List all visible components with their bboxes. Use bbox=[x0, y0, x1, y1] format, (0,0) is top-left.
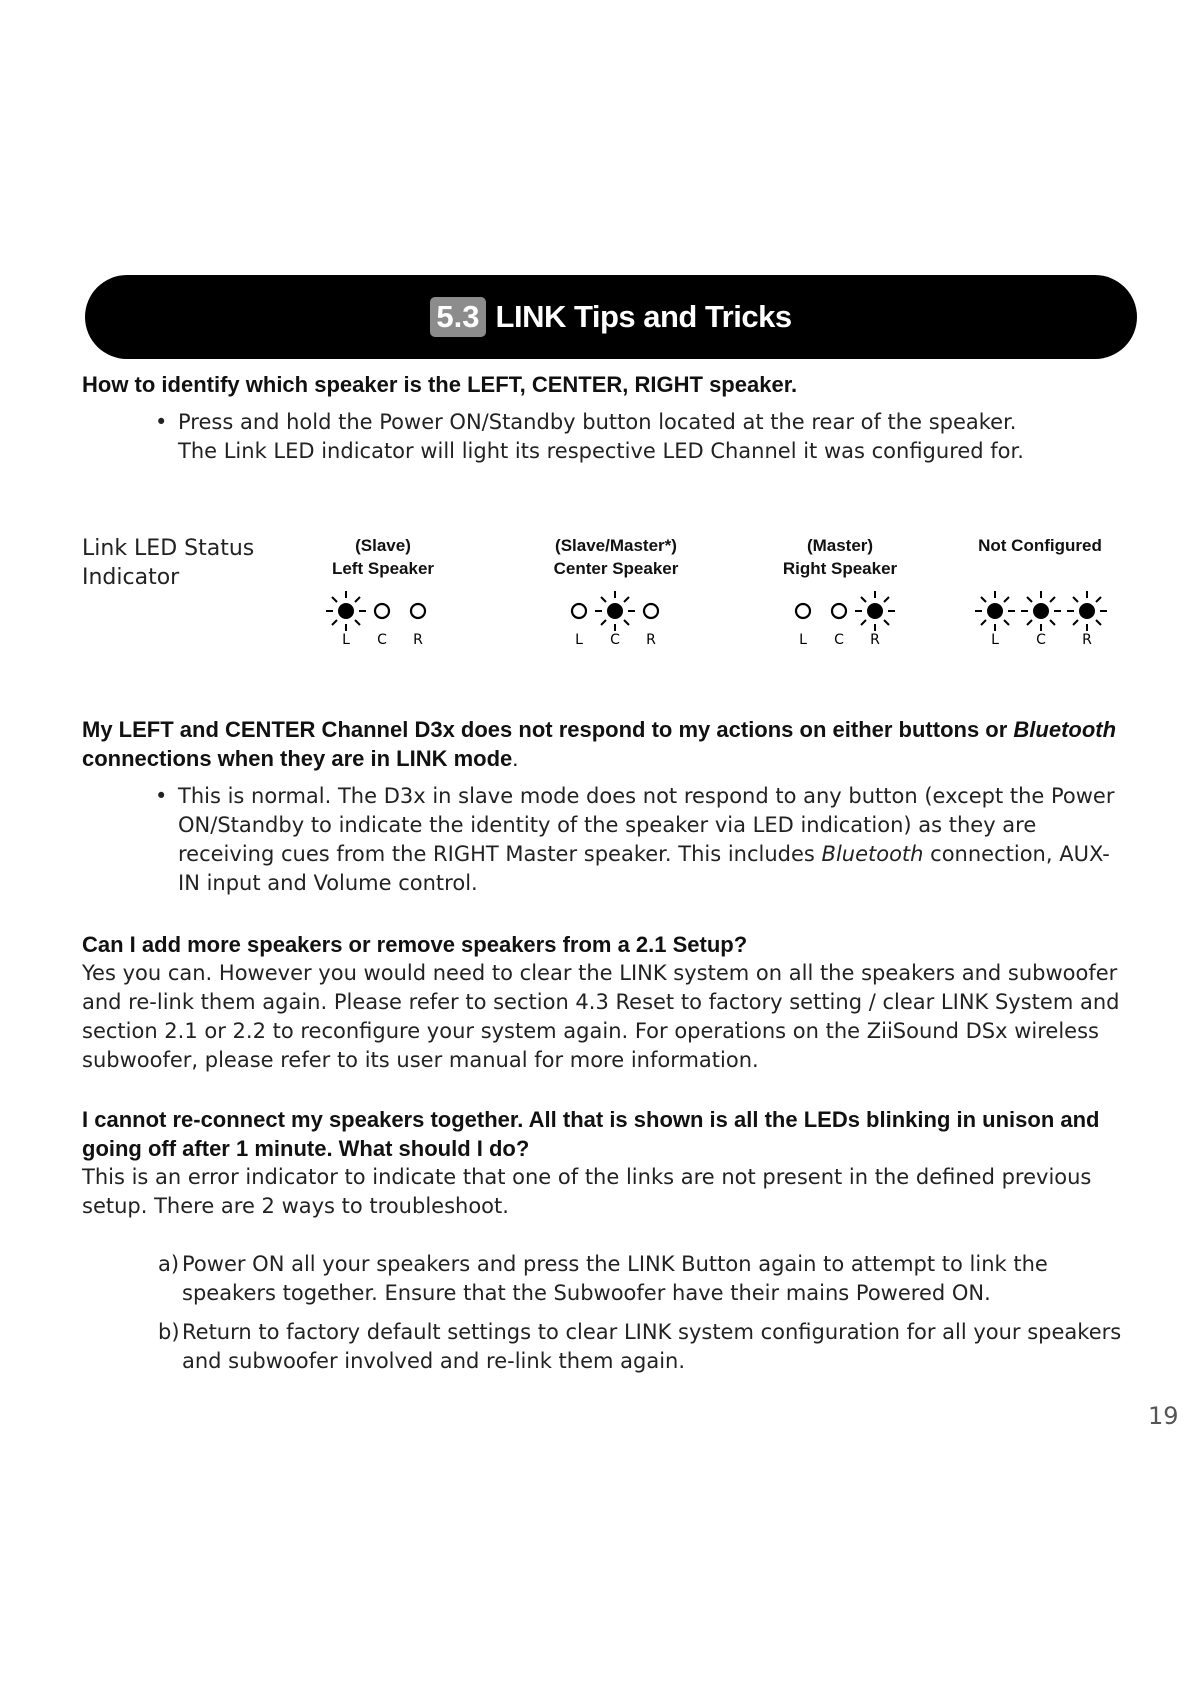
section-title: LINK Tips and Tricks bbox=[495, 299, 792, 334]
led-l-off-icon bbox=[572, 604, 586, 618]
led-r-lit-icon bbox=[1067, 591, 1107, 631]
led-r-off-icon bbox=[644, 604, 658, 618]
list-item-text: Return to factory default settings to clear LINK system configuration for all your speakers and subwoofer involved and re-link them again. bbox=[182, 1320, 1122, 1373]
q4-section bbox=[82, 1105, 1142, 1376]
q2-section bbox=[82, 715, 1142, 898]
led-letter-l: L bbox=[575, 632, 583, 646]
list-item bbox=[158, 1250, 1142, 1308]
led-status-label-line1: Link LED Status bbox=[82, 536, 255, 561]
led-l-lit-icon bbox=[975, 591, 1015, 631]
q1-bullet bbox=[155, 408, 1142, 466]
q4-list bbox=[82, 1250, 1142, 1376]
led-status-label-line2: Indicator bbox=[82, 565, 180, 590]
panel-role: Not Configured bbox=[978, 536, 1102, 555]
q2-answer-italic: Bluetooth bbox=[821, 842, 924, 866]
led-diagram bbox=[516, 586, 716, 646]
panel-role: (Slave) bbox=[355, 536, 411, 555]
led-l-off-icon bbox=[796, 604, 810, 618]
led-status-label bbox=[82, 534, 254, 592]
led-letter-r: R bbox=[413, 632, 423, 646]
q2-answer-text-2: connection, AUX-IN input and Volume control. bbox=[178, 842, 1110, 895]
led-c-off-icon bbox=[832, 604, 846, 618]
led-letter-l: L bbox=[991, 632, 999, 646]
led-diagram bbox=[283, 586, 483, 646]
panel-role: (Slave/Master*) bbox=[555, 536, 677, 555]
led-letter-l: L bbox=[342, 632, 350, 646]
led-c-lit-icon bbox=[1021, 591, 1061, 631]
q2-question bbox=[82, 715, 1142, 773]
led-letter-r: R bbox=[646, 632, 656, 646]
q1-section bbox=[82, 370, 1142, 466]
led-panel-center bbox=[516, 534, 716, 646]
led-letter-c: C bbox=[834, 632, 844, 646]
q4-question: I cannot re-connect my speakers together. All that is shown is all the LEDs blinking in unison and going off after 1 minute. What should I do? bbox=[82, 1107, 1100, 1161]
section-banner bbox=[85, 275, 1137, 359]
led-letter-c: C bbox=[1036, 632, 1046, 646]
led-l-lit-icon bbox=[326, 591, 366, 631]
panel-speaker: Center Speaker bbox=[553, 559, 679, 578]
led-r-lit-icon bbox=[855, 591, 895, 631]
led-letter-l: L bbox=[799, 632, 807, 646]
q3-answer: Yes you can. However you would need to clear the LINK system on all the speakers and subwoofer and re-link them again. Please refer to section 4.3 Reset to factory setting / clear LINK System and section 2.1 or 2.2 to reconfigure your system again. For operations on the ZiiSound DSx wireless subwoofer, please refer to its user manual for more information. bbox=[82, 961, 1120, 1072]
led-letter-c: C bbox=[377, 632, 387, 646]
bullet-dot: • bbox=[155, 784, 168, 808]
led-panel-left bbox=[283, 534, 483, 646]
q2-bullet bbox=[155, 782, 1118, 898]
page-number: 19 bbox=[1148, 1402, 1179, 1430]
led-letter-c: C bbox=[610, 632, 620, 646]
q2-answer bbox=[178, 782, 1118, 898]
list-item-text: Power ON all your speakers and press the LINK Button again to attempt to link the speakers together. Ensure that the Subwoofer have their mains Powered ON. bbox=[182, 1252, 1048, 1305]
q2-answer-text-1: This is normal. The D3x in slave mode does not respond to any button (except the Power ON/Standby to indicate the identity of the speaker via LED indication) as they are receiving cues from the RIGHT Master speaker. This includes bbox=[178, 784, 1115, 866]
list-item bbox=[158, 1318, 1142, 1376]
led-r-off-icon bbox=[411, 604, 425, 618]
q1-bullet-line1: Press and hold the Power ON/Standby button located at the rear of the speaker. bbox=[178, 410, 1017, 434]
led-diagram bbox=[940, 586, 1140, 646]
q2-question-italic: Bluetooth bbox=[1013, 717, 1117, 742]
led-c-off-icon bbox=[375, 604, 389, 618]
list-item-label: b) bbox=[158, 1320, 180, 1344]
panel-role: (Master) bbox=[806, 536, 874, 555]
q1-question: How to identify which speaker is the LEFT, CENTER, RIGHT speaker. bbox=[82, 372, 798, 397]
led-panel-not-configured bbox=[940, 534, 1140, 646]
led-letter-r: R bbox=[870, 632, 880, 646]
led-panel-right bbox=[740, 534, 940, 646]
panel-speaker: Right Speaker bbox=[782, 559, 898, 578]
q3-question: Can I add more speakers or remove speakers from a 2.1 Setup? bbox=[82, 932, 748, 957]
list-item-label: a) bbox=[158, 1252, 180, 1276]
q4-answer: This is an error indicator to indicate that one of the links are not present in the defined previous setup. There are 2 ways to troubleshoot. bbox=[82, 1165, 1092, 1218]
panel-speaker: Left Speaker bbox=[331, 559, 435, 578]
led-diagram bbox=[740, 586, 940, 646]
q1-bullet-line2: The Link LED indicator will light its respective LED Channel it was configured for. bbox=[178, 439, 1024, 463]
q2-question-text-1: My LEFT and CENTER Channel D3x does not respond to my actions on either buttons or bbox=[82, 717, 1014, 742]
led-letter-r: R bbox=[1082, 632, 1092, 646]
q2-question-end: . bbox=[512, 746, 519, 771]
bullet-dot: • bbox=[155, 410, 168, 434]
panel-speaker bbox=[940, 557, 1140, 580]
section-number-badge: 5.3 bbox=[430, 297, 485, 337]
q2-question-text-2: connections when they are in LINK mode bbox=[82, 746, 513, 771]
q3-section bbox=[82, 930, 1142, 1075]
led-c-lit-icon bbox=[595, 591, 635, 631]
